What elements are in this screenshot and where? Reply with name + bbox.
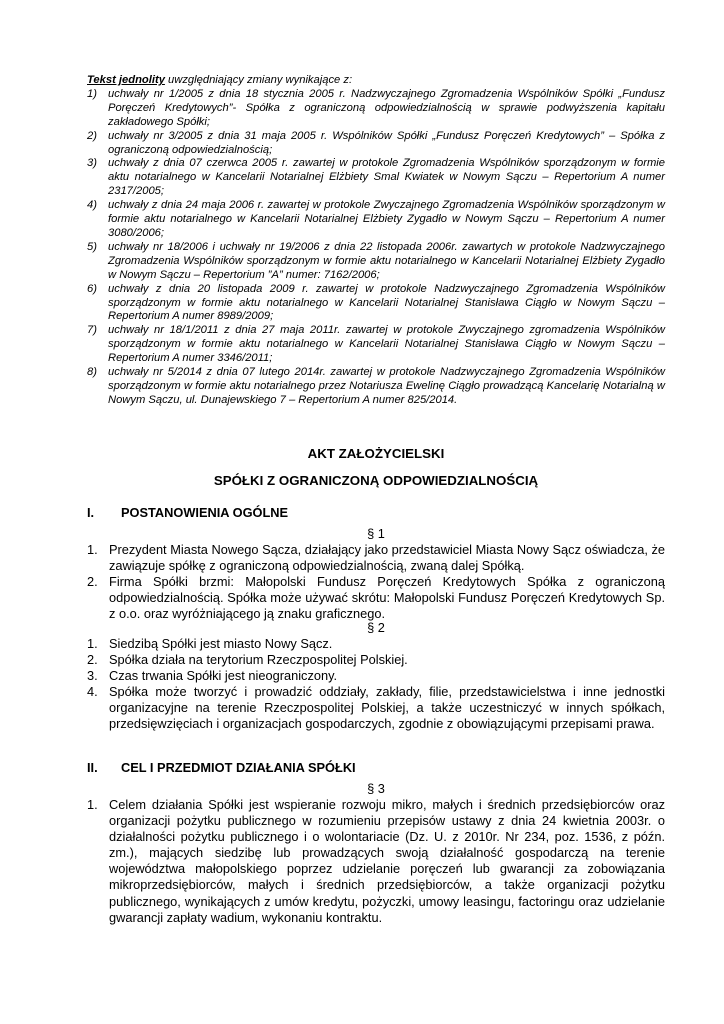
- amendment-text: uchwały z dnia 24 maja 2006 r. zawartej w protokole Zwyczajnego Zgromadzenia Wspólników sporządzonym w formie aktu notarialnego w Kancelarii Notarialnej Elżbiety Zygadło w Nowym Sączu – Repertorium A numer 3080/2006;: [108, 199, 665, 239]
- amendment-text: uchwały nr 1/2005 z dnia 18 stycznia 2005 r. Nadzwyczajnego Zgromadzenia Wspólników Spółki „Fundusz Poręczeń Kredytowych”- Spółka z ograniczoną odpowiedzialnością w sprawie podwyższenia kapitału zakładowego Spółki;: [108, 87, 665, 128]
- point-item: [87, 542, 665, 574]
- paragraph-sign: § 2: [367, 620, 385, 635]
- amendment-number: 4): [87, 199, 97, 212]
- section-title: POSTANOWIENIA OGÓLNE: [121, 505, 289, 520]
- intro-rest: uwzględniający zmiany wynikające z:: [164, 74, 353, 86]
- amendment-number: 2): [87, 129, 97, 142]
- amendment-number: 7): [87, 324, 97, 337]
- point-text: Prezydent Miasta Nowego Sącza, działający jako przedstawiciel Miasta Nowy Sącz oświadcza, że zawiązuje spółkę z ograniczoną odpowiedzialnością, zwaną dalej Spółką.: [109, 542, 665, 574]
- amendment-number: 5): [87, 240, 97, 253]
- section-number: I.: [87, 505, 95, 520]
- amendment-text: uchwały nr 18/1/2011 z dnia 27 maja 2011r. zawartej w protokole Zwyczajnego zgromadzenia Wspólników sporządzonym w formie aktu notarialnego w Kancelarii Notarialnej Stanisława Ciągło w Nowym Sączu – Repertorium A numer 3346/2011;: [108, 324, 665, 365]
- amendment-number: 1): [87, 87, 97, 100]
- point-item: [87, 636, 665, 652]
- point-number: 4.: [87, 684, 98, 700]
- section-title: CEL I PRZEDMIOT DZIAŁANIA SPÓŁKI: [121, 760, 356, 775]
- document-subtitle: SPÓŁKI Z OGRANICZONĄ ODPOWIEDZIALNOŚCIĄ: [213, 473, 539, 488]
- point-item: [87, 684, 665, 732]
- paragraph-sign: § 3: [367, 781, 385, 796]
- amendment-text: uchwały nr 18/2006 i uchwały nr 19/2006 z dnia 22 listopada 2006r. zawartych w protokole Nadzwyczajnego Zgromadzenia Wspólników sporządzonym w formie aktu notarialnego w Kancelarii Notarialnej Elżbiety Zygadło w Nowym Sączu – Repertorium ”A” numer: 7162/2006;: [108, 240, 665, 281]
- paragraph-points: [87, 542, 665, 622]
- point-item: [87, 797, 665, 926]
- point-text: Czas trwania Spółki jest nieograniczony.: [109, 668, 338, 684]
- paragraph-points: [87, 636, 665, 733]
- point-number: 2.: [87, 652, 98, 668]
- paragraph-points: [87, 797, 665, 926]
- paragraph-sign: § 1: [367, 526, 385, 541]
- amendment-item: [87, 157, 665, 199]
- point-text: Firma Spółki brzmi: Małopolski Fundusz Poręczeń Kredytowych Spółka z ograniczoną odpowiedzialnością. Spółka może używać skrótu: Małopolski Fundusz Poręczeń Kredytowych Sp. z o.o. oraz wyróżniającego ją znaku graficznego.: [109, 574, 665, 622]
- point-number: 1.: [87, 542, 98, 557]
- amendment-number: 6): [87, 282, 97, 295]
- point-item: [87, 652, 665, 668]
- intro-heading: [87, 74, 665, 88]
- point-number: 1.: [87, 636, 98, 651]
- amendment-item: [87, 366, 665, 408]
- amendment-text: uchwały nr 5/2014 z dnia 07 lutego 2014r. zawartej w protokole Nadzwyczajnego Zgromadzenia Wspólników sporządzonym w formie aktu notarialnego przez Notariusza Ewelinę Ciągło prowadzącą Kancelarię Notarialną w Nowym Sączu, ul. Dunajewskiego 7 – Repertorium A numer 825/2014.: [108, 366, 665, 406]
- section-number: II.: [87, 760, 98, 775]
- point-item: [87, 574, 665, 622]
- point-item: [87, 668, 665, 684]
- point-text: Spółka działa na terytorium Rzeczpospolitej Polskiej.: [109, 652, 408, 668]
- point-text: Siedzibą Spółki jest miasto Nowy Sącz.: [109, 636, 333, 651]
- point-number: 2.: [87, 574, 98, 590]
- document-title: AKT ZAŁOŻYCIELSKI: [307, 446, 445, 461]
- amendment-number: 3): [87, 157, 97, 170]
- point-number: 1.: [87, 797, 98, 812]
- point-number: 3.: [87, 668, 98, 684]
- amendment-text: uchwały z dnia 20 listopada 2009 r. zawartej w protokole Nadzwyczajnego Zgromadzenia Wspólników sporządzonym w formie aktu notarialnego w Kancelarii Notarialnej Stanisława Ciągło w Nowym Sączu – Repertorium A numer 8989/2009;: [108, 282, 665, 323]
- amendment-item: [87, 199, 665, 241]
- amendment-item: [87, 130, 665, 158]
- amendment-text: uchwały z dnia 07 czerwca 2005 r. zawartej w protokole Zgromadzenia Wspólników sporządzonym w formie aktu notarialnego w Kancelarii Notarialnej Elżbiety Smal Kwiatek w Nowym Sączu – Repertorium A numer 2317/2005;: [108, 157, 665, 198]
- amendment-item: [87, 88, 665, 130]
- amendment-item: [87, 241, 665, 283]
- intro-lead: Tekst jednolity: [87, 74, 165, 86]
- point-text: Spółka może tworzyć i prowadzić oddziały, zakłady, filie, przedstawicielstwa i inne jednostki organizacyjne na terenie Rzeczpospolitej Polskiej, a także uczestniczyć w innych spółkach, przedsięwzięciach i organizacjach gospodarczych, zgodnie z obowiązującymi przepisami prawa.: [109, 684, 665, 732]
- point-text: Celem działania Spółki jest wspieranie rozwoju mikro, małych i średnich przedsiębiorców oraz organizacji pożytku publicznego w rozumieniu przepisów ustawy z dnia 24 kwietnia 2003r. o działalności pożytku publicznego i o wolontariacie (Dz. U. z 2010r. Nr 234, poz. 1536, z późn. zm.), mających siedzibę lub prowadzących swoją działalność gospodarczą na terenie województwa małopolskiego poprzez udzielanie poręczeń lub gwarancji za zobowiązania mikroprzedsiębiorców, małych i średnich przedsiębiorców, a także organizacji pożytku publicznego, wynikających z umów kredytu, pożyczki, umowy leasingu, factoringu oraz udzielanie gwarancji zapłaty wadium, wykonaniu kontraktu.: [109, 797, 665, 925]
- amendment-text: uchwały nr 3/2005 z dnia 31 maja 2005 r. Wspólników Spółki „Fundusz Poręczeń Kredytowych” – Spółka z ograniczoną odpowiedzialnością;: [108, 129, 665, 156]
- amendment-number: 8): [87, 366, 97, 379]
- amendment-item: [87, 324, 665, 366]
- consolidated-text-note: [87, 74, 665, 408]
- amendment-item: [87, 283, 665, 325]
